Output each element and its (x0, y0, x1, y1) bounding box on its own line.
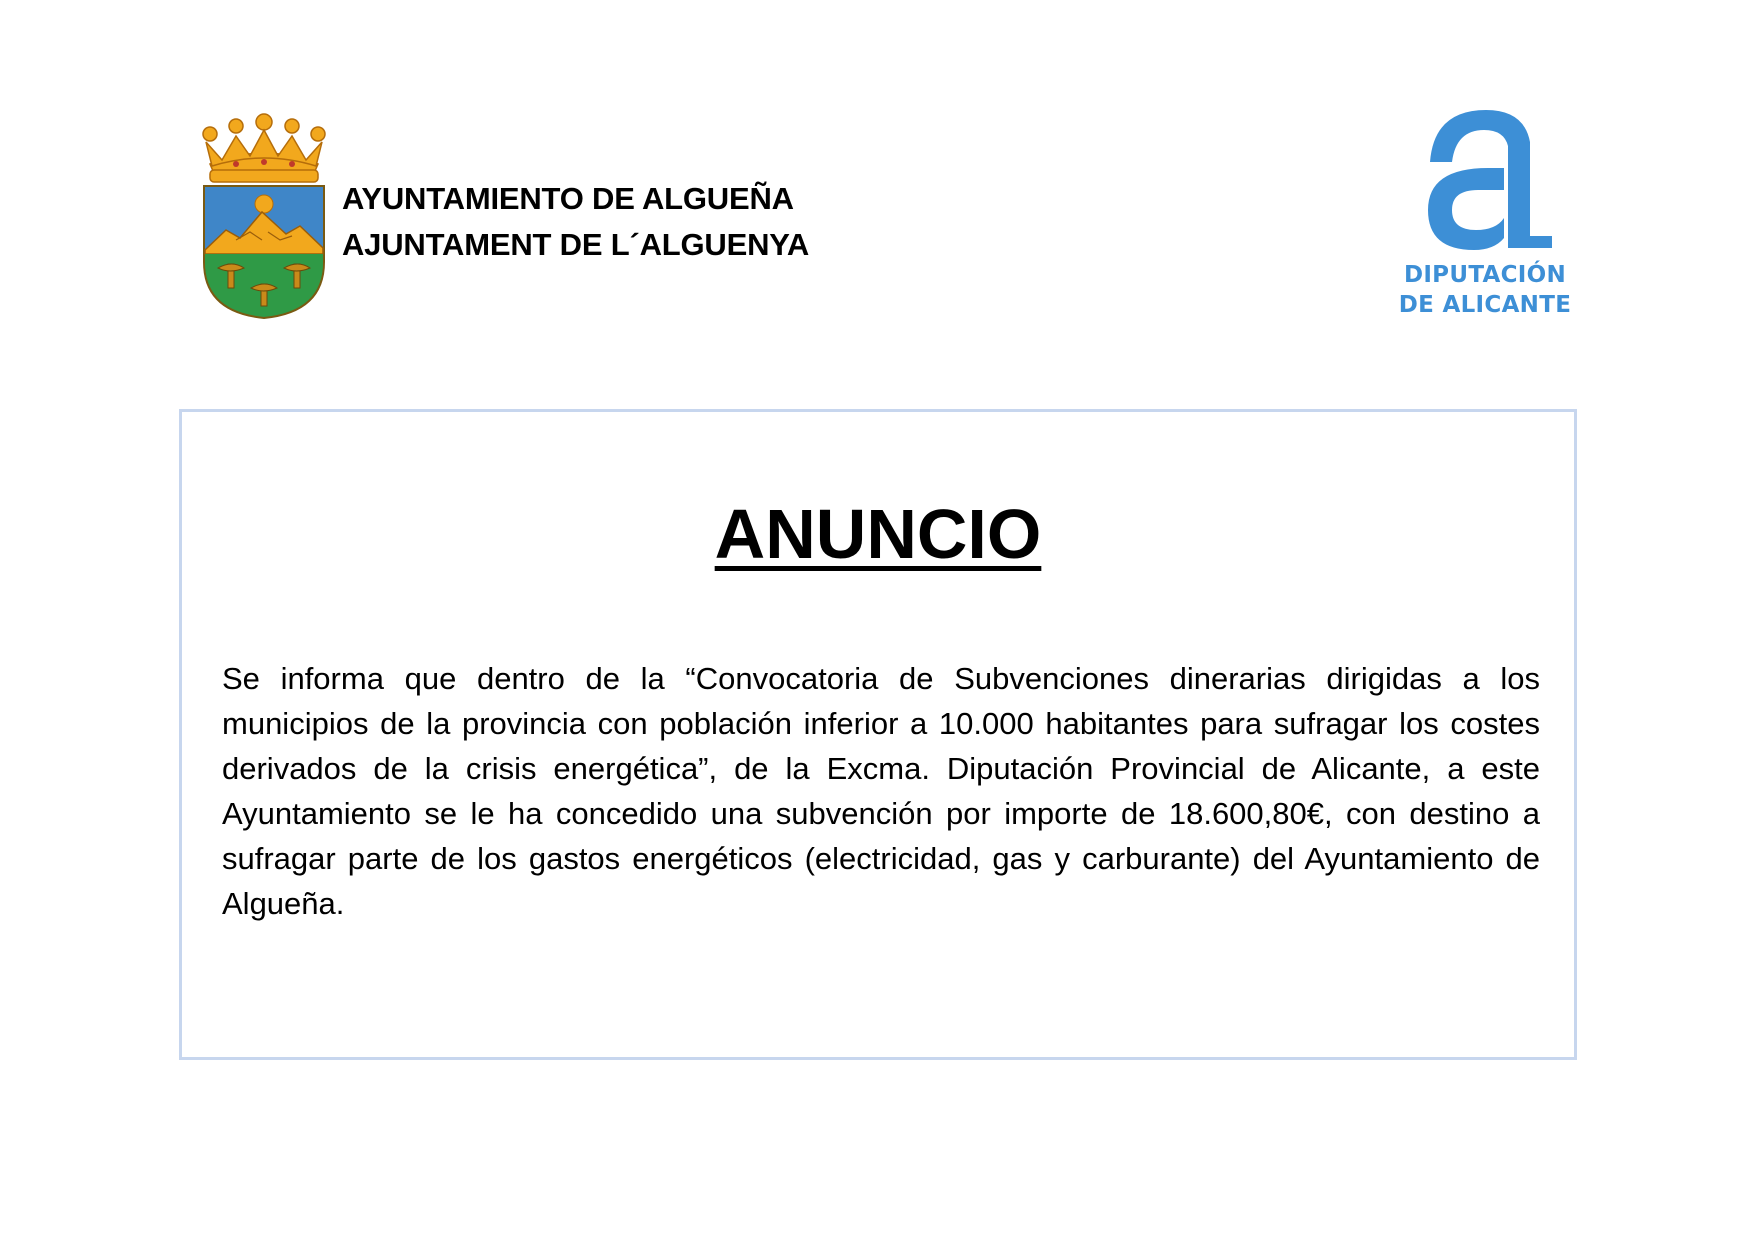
notice-title (182, 492, 1574, 576)
diputacion-line-2: DE ALICANTE (1398, 292, 1572, 318)
diputacion-logo (1390, 106, 1582, 322)
diputacion-line-1: DIPUTACIÓN (1403, 262, 1567, 288)
municipality-names (342, 176, 809, 268)
diputacion-al-logo-icon (1412, 106, 1562, 256)
notice-body: Se informa que dentro de la “Convocatoria de Subvenciones dinerarias dirigidas a los municipios de la provincia con población inferior a 10.000 habitantes para sufragar los costes derivados de la crisis energética”, de la Excma. Diputación Provincial de Alicante, a este Ayuntamiento se le ha concedido una subvención por importe de 18.600,80€, con destino a sufragar parte de los gastos energéticos (electricidad, gas y carburante) del Ayuntamiento de Algueña. (222, 661, 1540, 921)
page-header (0, 0, 1755, 340)
municipality-name-es: AYUNTAMIENTO DE ALGUEÑA (342, 181, 794, 216)
municipality-name-va: AJUNTAMENT DE L´ALGUENYA (342, 227, 810, 262)
municipal-coat-of-arms-icon (196, 112, 332, 322)
notice-title-text: ANUNCIO (714, 495, 1042, 573)
diputacion-wordmark (1390, 260, 1580, 320)
notice-box (179, 409, 1577, 1060)
